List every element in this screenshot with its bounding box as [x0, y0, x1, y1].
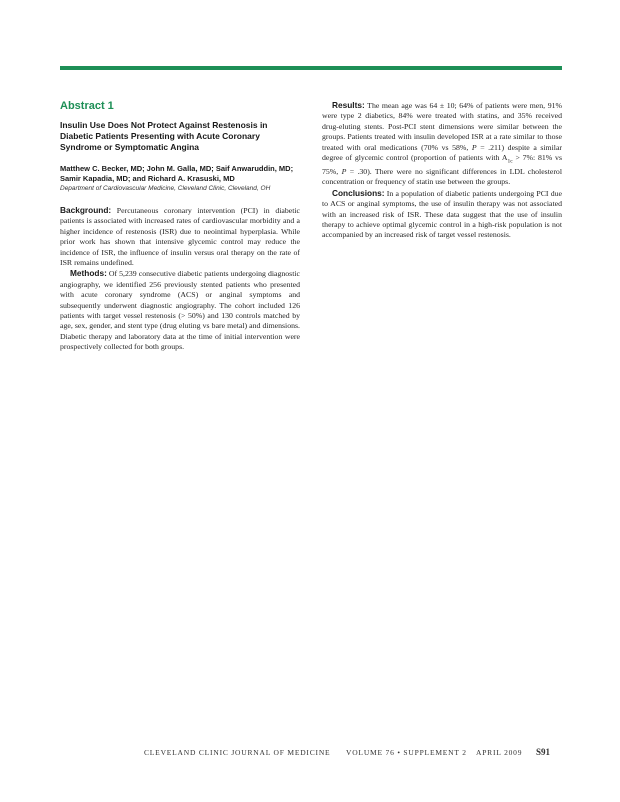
background-heading: Background: — [60, 205, 112, 215]
conclusions-text: In a population of diabetic patients undergoing PCI due to ACS or anginal symptoms, the use of insulin therapy was not associated with an increased risk of ISR. These data suggest that the use of insulin therapy to achieve optimal glycemic control in a high-risk population is not accompanied by an increased risk of target vessel restenosis. — [322, 188, 562, 240]
volume-info: VOLUME 76 • SUPPLEMENT 2 — [346, 748, 467, 757]
p-value-label: P — [341, 166, 347, 176]
issue-date: APRIL 2009 — [476, 748, 523, 757]
conclusions-heading: Conclusions: — [332, 187, 385, 198]
results-paragraph — [322, 100, 562, 188]
background-paragraph — [60, 205, 300, 268]
methods-paragraph — [60, 268, 300, 352]
right-column — [322, 100, 562, 241]
journal-name: CLEVELAND CLINIC JOURNAL OF MEDICINE — [144, 748, 331, 757]
methods-heading: Methods: — [70, 268, 107, 279]
article-title: Insulin Use Does Not Protect Against Restenosis in Diabetic Patients Presenting with Acute Coronary Syndrome or Symptomatic Angina — [60, 120, 268, 152]
results-heading: Results: — [332, 100, 365, 110]
background-text: Percutaneous coronary intervention (PCI) in diabetic patients is associated with increased rates of cardiovascular morbidity and a higher incidence of restenosis (ISR) due to neointimal hyperplasia. While prior work has shown that intensive glycemic control may reduce the incidence of ISR, the influence of insulin versus oral therapy on the rate of ISR remains undefined. — [60, 206, 300, 268]
affiliation: Department of Cardiovascular Medicine, Cleveland Clinic, Cleveland, OH — [60, 185, 271, 192]
author-list: Matthew C. Becker, MD; John M. Galla, MD; Saif Anwaruddin, MD; Samir Kapadia, MD; and Richard A. Krasuski, MD — [60, 164, 294, 183]
p-value-label: P — [471, 142, 477, 152]
page-number: S91 — [536, 747, 551, 757]
header-rule — [60, 66, 562, 70]
left-column — [60, 100, 300, 353]
results-text-b: = .211) despite a similar degree of glycemic control (proportion of patients with A — [322, 142, 563, 163]
abstract-label: Abstract 1 — [60, 100, 114, 112]
a1c-subscript: 1c — [507, 158, 513, 165]
results-text-d: = .30). There were no significant differences in LDL cholesterol concentration or frequency of statin use between the groups. — [322, 166, 562, 187]
results-text-a: The mean age was 64 ± 10; 64% of patients were men, 91% were type 2 diabetics, 84% were treated with statins, and 35% received drug-eluting stents. Post-PCI stent dimensions were similar between the groups. Patients treated with insulin developed ISR at a rate similar to those treated with oral medications (70% vs 58%, — [322, 101, 562, 152]
page-footer — [60, 748, 562, 760]
results-text-c: > 7%: 81% vs 75%, — [322, 153, 562, 176]
methods-text: Of 5,239 consecutive diabetic patients undergoing diagnostic angiography, we identified 256 previously stented patients who presented with acute coronary syndrome (ACS) or anginal symptoms and subsequently underwent diagnostic angiography. The cohort included 126 patients with target vessel restenosis (> 50%) and 130 controls matched by age, sex, gender, and stent type (drug eluting vs bare metal) and dimensions. Diabetic therapy and laboratory data at the time of initial intervention were prospectively collected for both groups. — [60, 269, 300, 352]
conclusions-paragraph — [322, 188, 562, 241]
